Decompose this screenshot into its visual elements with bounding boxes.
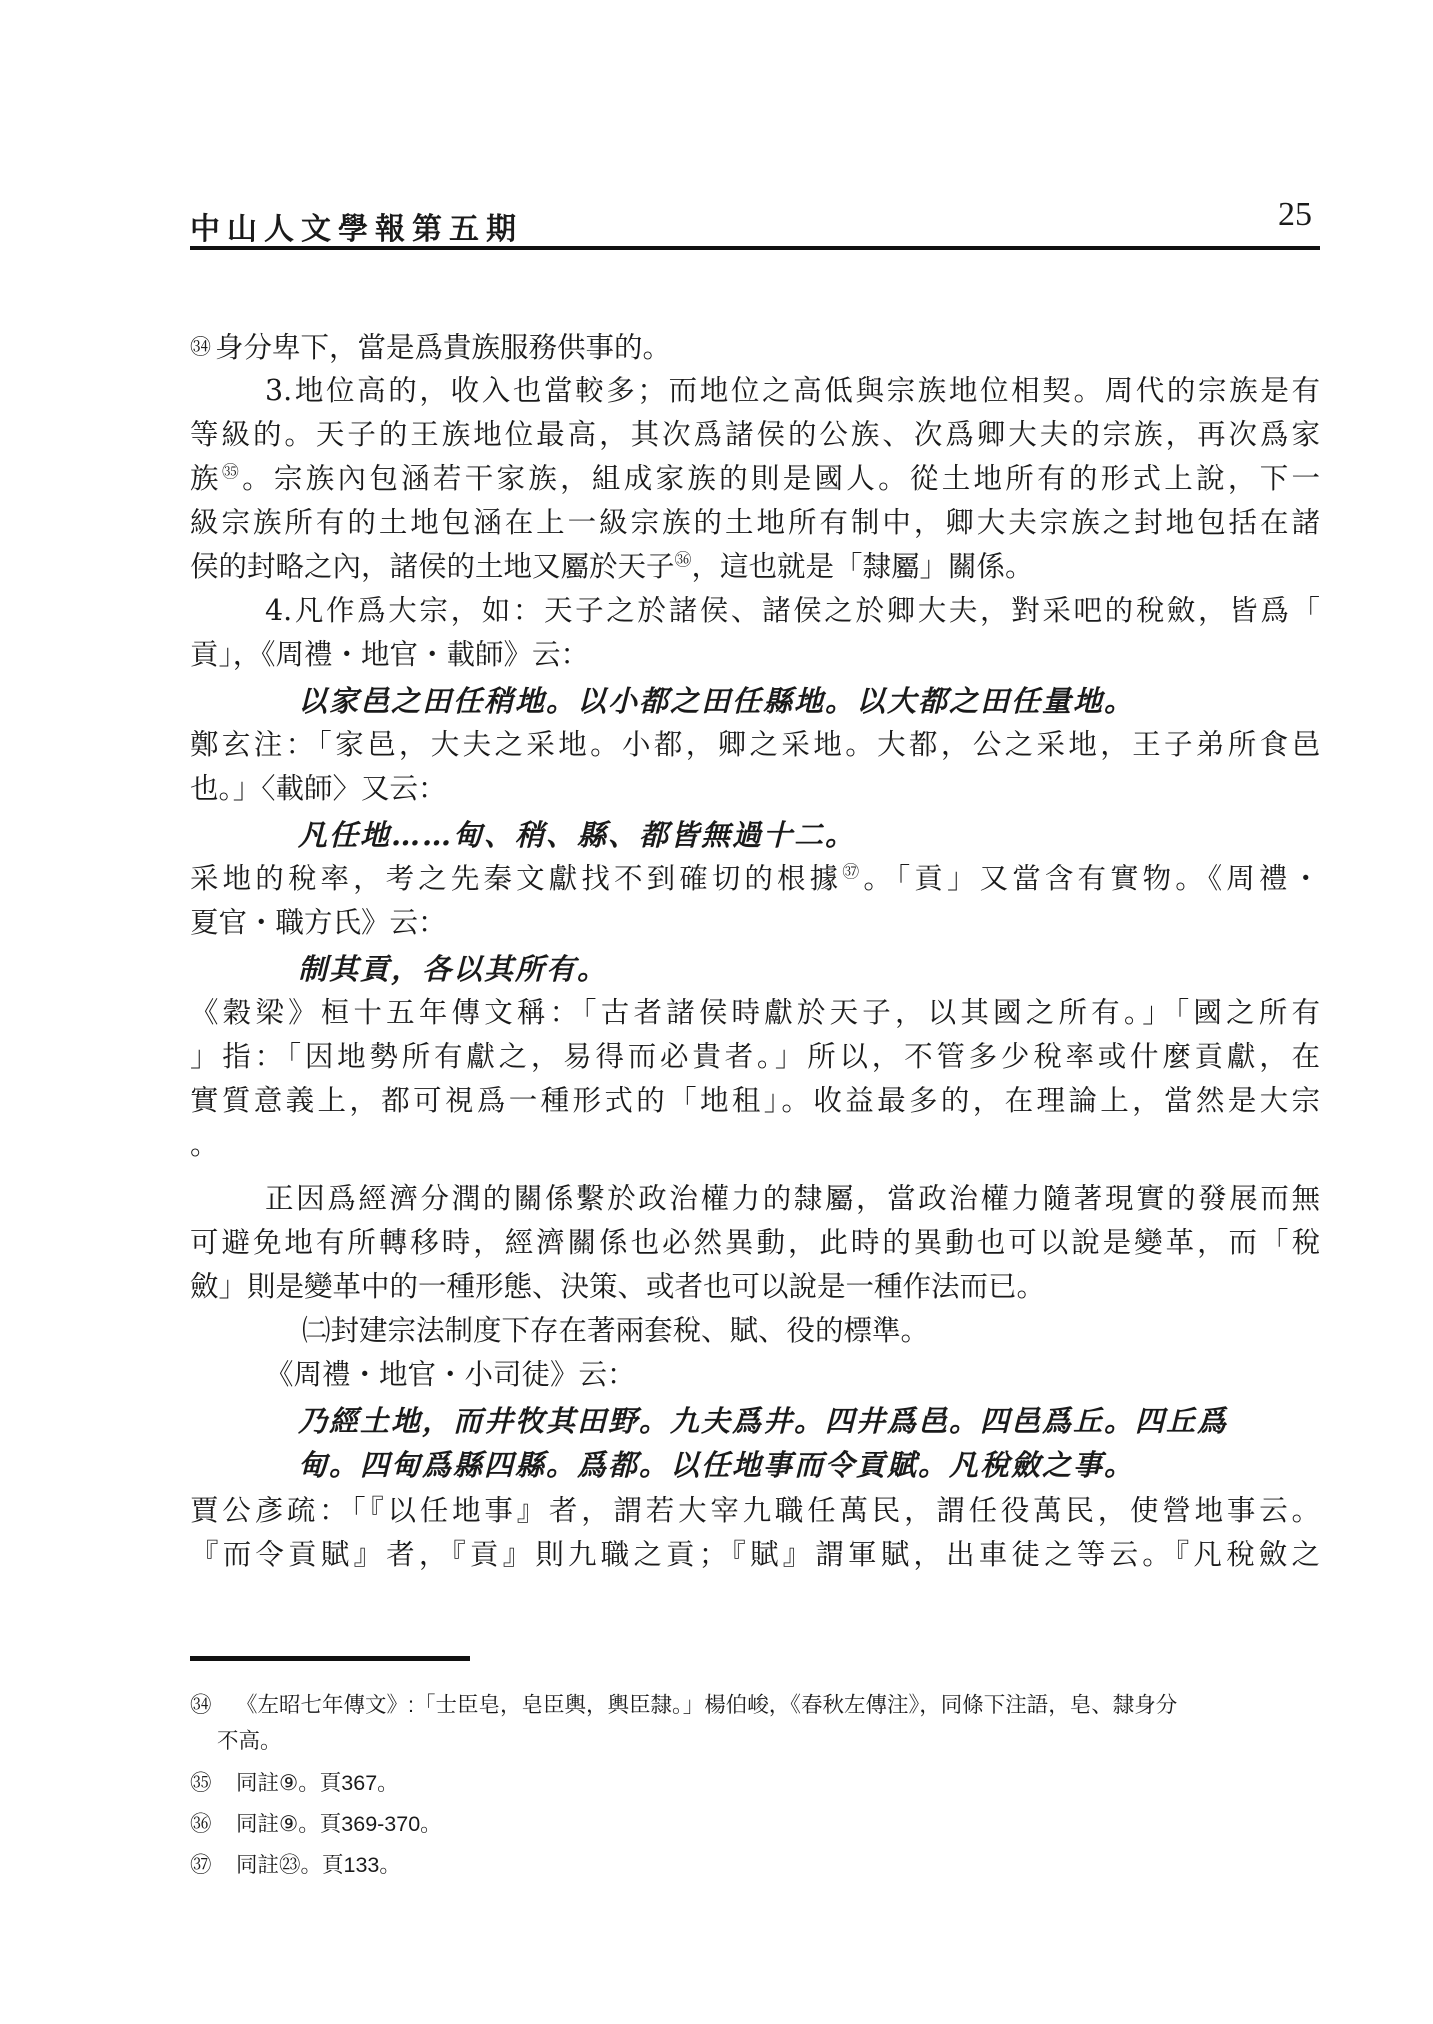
text-line: 也。」〈載師〉又云： bbox=[190, 772, 447, 805]
footnote: ㉟ 同註⑨。頁367。 bbox=[190, 1767, 1320, 1799]
block-quote: 以家邑之田任稍地。以小都之田任縣地。以大都之田任量地。 bbox=[298, 684, 1136, 718]
footnote-rule bbox=[190, 1656, 470, 1661]
page-number: 25 bbox=[1278, 196, 1312, 233]
text-line: 鄭玄注：「家邑，大夫之采地。小都，卿之采地。大都，公之采地，王子弟所食邑 bbox=[190, 728, 1320, 761]
text-line: 『而令貢賦』者，『貢』則九職之貢；『賦』謂軍賦，出車徒之等云。『凡稅斂之 bbox=[190, 1538, 1320, 1571]
footnote: ㊲ 同註㉓。頁133。 bbox=[190, 1849, 1320, 1881]
text-line: 等級的。天子的王族地位最高，其次爲諸侯的公族、次爲卿大夫的宗族，再次爲家 bbox=[190, 418, 1320, 451]
text-line: 斂」則是變革中的一種形態、決策、或者也可以說是一種作法而已。 bbox=[190, 1270, 1046, 1303]
text-line: 級宗族所有的土地包涵在上一級宗族的土地所有制中，卿大夫宗族之封地包括在諸 bbox=[190, 506, 1320, 539]
text-line: 。 bbox=[190, 1128, 219, 1161]
text-line: 《周禮・地官・小司徒》云： bbox=[265, 1358, 636, 1391]
text-line: 《穀梁》桓十五年傳文稱：「古者諸侯時獻於天子，以其國之所有。」「國之所有 bbox=[190, 996, 1320, 1029]
journal-title: 中山人文學報第五期 bbox=[190, 212, 523, 247]
text-line: 3.地位高的，收入也當較多；而地位之高低與宗族地位相契。周代的宗族是有 bbox=[265, 374, 1320, 407]
block-quote: 乃經土地，而井牧其田野。九夫爲井。四井爲邑。四邑爲丘。四丘爲 bbox=[298, 1404, 1229, 1438]
text-line: 夏官・職方氏》云： bbox=[190, 906, 447, 939]
footnote-marker: ㉟ bbox=[190, 1771, 212, 1795]
text-line: 」指：「因地勢所有獻之，易得而必貴者。」所以，不管多少稅率或什麼貢獻，在 bbox=[190, 1040, 1320, 1073]
text-line: 實質意義上，都可視爲一種形式的「地租」。收益最多的，在理論上，當然是大宗 bbox=[190, 1084, 1320, 1117]
footnote: ㊱ 同註⑨。頁369-370。 bbox=[190, 1808, 1320, 1840]
footnote-continuation: 不高。 bbox=[217, 1729, 282, 1753]
text-line: ㉞ 身分卑下，當是爲貴族服務供事的。 bbox=[190, 325, 1320, 369]
text-line: 可避免地有所轉移時，經濟關係也必然異動，此時的異動也可以說是變革，而「稅 bbox=[190, 1226, 1320, 1259]
footnote-marker: ㊲ bbox=[190, 1853, 212, 1877]
footnote-ref: ㉟ bbox=[221, 462, 243, 483]
block-quote: 甸。四甸爲縣四縣。爲都。以任地事而令貢賦。凡稅斂之事。 bbox=[298, 1448, 1136, 1482]
footnote-ref: ㊱ bbox=[674, 550, 692, 571]
text-line: 貢」，《周禮・地官・載師》云： bbox=[190, 638, 590, 671]
header-rule bbox=[190, 246, 1320, 250]
footnote-marker: ㊱ bbox=[190, 1812, 212, 1836]
footnote: ㉞ 《左昭七年傳文》:「士臣皂，皂臣輿，輿臣隸。」楊伯峻，《春秋左傳注》，同條下注語，皂、隸身分 bbox=[190, 1689, 1320, 1721]
section-heading: ㈡封建宗法制度下存在著兩套稅、賦、役的標準。 bbox=[302, 1314, 930, 1347]
text-line: 賈公彥疏：「『以任地事』者，謂若大宰九職任萬民，謂任役萬民，使營地事云。 bbox=[190, 1494, 1320, 1527]
text-line: 采地的稅率，考之先秦文獻找不到確切的根據$^㊲$。「貢」又當含有實物。《周禮・ bbox=[190, 862, 1320, 895]
block-quote: 凡任地……甸、稍、縣、都皆無過十二。 bbox=[298, 818, 857, 852]
text-line: 正因爲經濟分潤的關係繫於政治權力的隸屬，當政治權力隨著現實的發展而無 bbox=[265, 1182, 1320, 1215]
footnote-ref: ㊲ bbox=[842, 862, 864, 883]
text-line: 4.凡作爲大宗，如：天子之於諸侯、諸侯之於卿大夫，對采吧的稅斂，皆爲「 bbox=[265, 594, 1320, 627]
footnote-marker: ㉞ bbox=[190, 1693, 212, 1717]
running-header bbox=[190, 196, 1320, 247]
text-line: 族$^㉟$。宗族內包涵若干家族，組成家族的則是國人。從土地所有的形式上說，下一 bbox=[190, 462, 1320, 495]
note-marker: ㉞ bbox=[190, 335, 211, 359]
block-quote: 制其貢，各以其所有。 bbox=[298, 952, 609, 986]
text-line: 侯的封略之內，諸侯的土地又屬於天子$^㊱$，這也就是「隸屬」關係。 bbox=[190, 550, 1034, 583]
